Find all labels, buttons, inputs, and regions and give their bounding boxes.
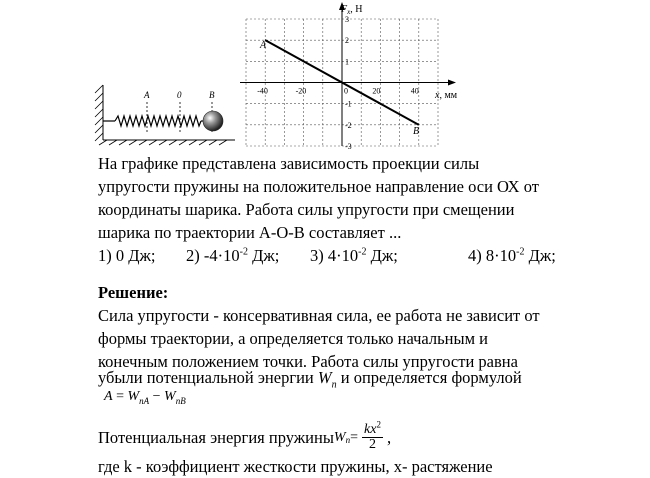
spring-label-zero: 0 xyxy=(177,90,182,100)
answer-4: 4) $8\cdot 10^{-2}$ Дж; xyxy=(468,246,556,265)
spring xyxy=(103,116,207,126)
solution-line-1: Сила упругости - консервативная сила, ее работа не зависит от xyxy=(98,306,540,325)
y-tick-label: -1 xyxy=(345,99,352,109)
formula-work: $A = W_{пA} - W_{пB}$ xyxy=(104,389,186,406)
x-axis-arrow xyxy=(448,80,456,86)
force-chart xyxy=(238,0,470,151)
solution-last-line: где k - коэффициент жесткости пружины, x- растяжение xyxy=(98,457,493,476)
spring-label-b: B xyxy=(209,90,215,100)
y-tick-label: -3 xyxy=(345,142,352,151)
x-tick-label: 40 xyxy=(410,86,419,96)
problem-line-2: упругости пружины на положительное направление оси ОХ от xyxy=(98,177,539,196)
spring-label-a: A xyxy=(144,90,150,100)
ball xyxy=(203,111,223,131)
formula-fraction: $\frac{kx^2}{2}$ xyxy=(364,418,381,452)
problem-line-4: шарика по траектории А-О-В составляет ... xyxy=(98,223,402,242)
x-axis-label: x, мм xyxy=(435,90,458,101)
x-tick-label: -40 xyxy=(257,86,268,96)
point-a-label: A xyxy=(260,40,267,51)
answer-1: 1) 0 Дж; xyxy=(98,246,156,265)
problem-line-1: На графике представлена зависимость проекции силы xyxy=(98,154,480,173)
y-tick-label: 2 xyxy=(345,36,349,46)
solution-heading: Решение: xyxy=(98,283,169,302)
answer-3: 3) $4\cdot 10^{-2}$ Дж; xyxy=(310,246,398,265)
solution-line-2: формы траектории, а определяется только начальным и xyxy=(98,329,488,348)
y-tick-label: 1 xyxy=(345,57,349,67)
spring-figure xyxy=(95,85,240,145)
x-tick-label: -20 xyxy=(295,86,307,96)
x-tick-label: 20 xyxy=(372,86,381,96)
y-tick-label: 3 xyxy=(345,15,349,24)
solution-line-3: конечным положением точки. Работа силы упругости равна xyxy=(98,352,518,371)
point-b-label: B xyxy=(413,126,420,137)
y-tick-label: -2 xyxy=(345,120,352,130)
problem-line-3: координаты шарика. Работа силы упругости при смещении xyxy=(98,200,515,219)
solution-line-4: убыли потенциальной энергии $W_п$ и определяется формулой xyxy=(98,368,522,391)
potential-energy-line: Потенциальная энергия пружины W $_п$ = $\frac{kx^2}{2}$ , xyxy=(98,418,392,452)
y-axis-label: $F_x$, Н xyxy=(341,4,363,16)
x-tick-label: 0 xyxy=(344,86,348,96)
answer-2: 2) $-4\cdot 10^{-2}$ Дж; xyxy=(186,246,280,265)
